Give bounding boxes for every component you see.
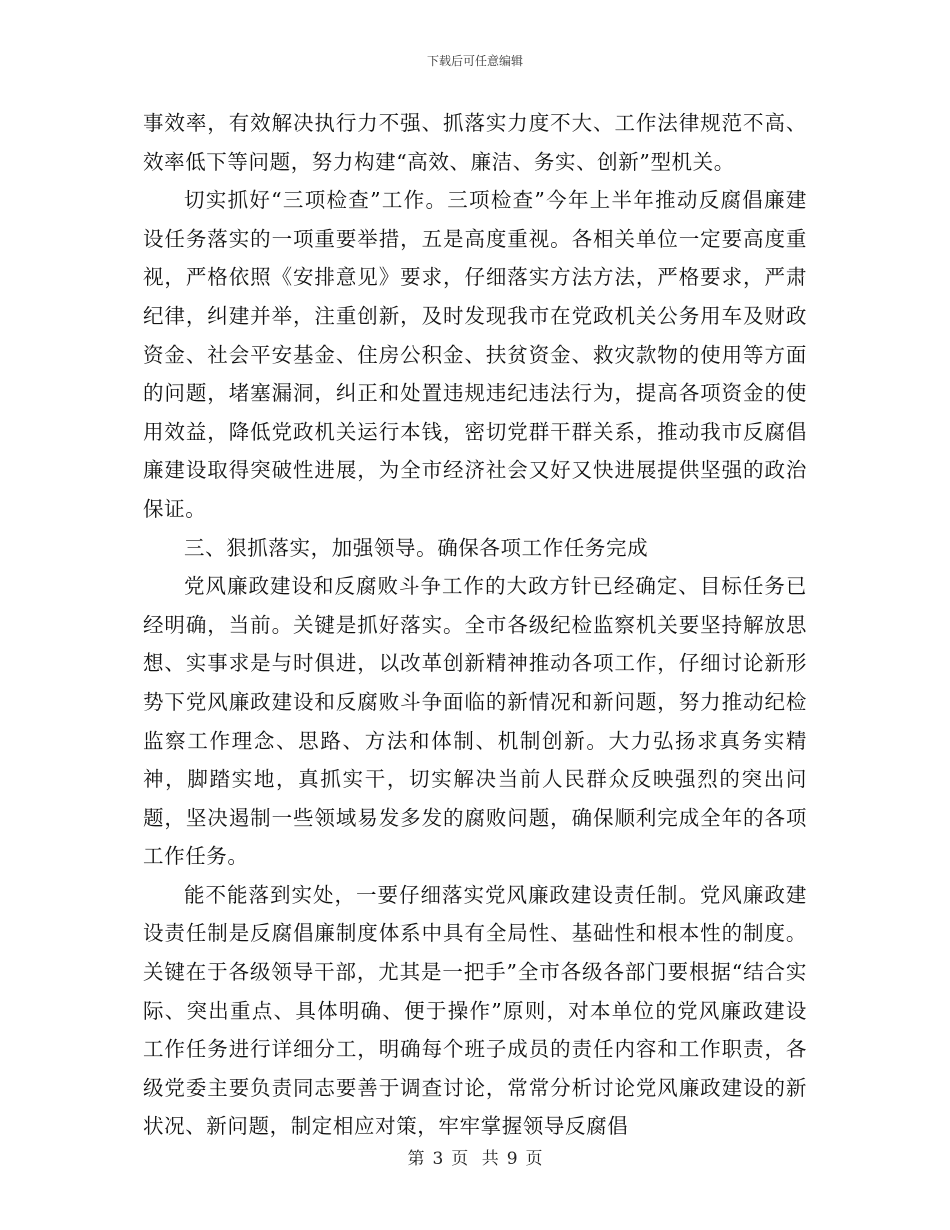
paragraph-5: 能不能落到实处，一要仔细落实党风廉政建设责任制。党风廉政建设责任制是反腐倡廉制度体系中具有全局性、基础性和根本性的制度。关键在于各级领导干部，尤其是一把手”全市各级各部门要根据“结合实际、突出重点、具体明确、便于操作”原则，对本单位的党风廉政建设工作任务进行详细分工，明确每个班子成员的责任内容和工作职责，各级党委主要负责同志要善于调查讨论，常常分析讨论党风廉政建设的新状况、新问题，制定相应对策，牢牢掌握领导反腐倡	[143, 882, 807, 1139]
paragraph-1: 事效率，有效解决执行力不强、抓落实力度不大、工作法律规范不高、效率低下等问题，努力构建“高效、廉洁、务实、创新”型机关。	[143, 111, 807, 174]
page-footer	[0, 1148, 950, 1170]
page-header: 下载后可任意编辑	[426, 54, 523, 68]
paragraph-4: 党风廉政建设和反腐败斗争工作的大政方针已经确定、目标任务已经明确，当前。关键是抓好落实。全市各级纪检监察机关要坚持解放思想、实事求是与时俱进，以改革创新精神推动各项工作，仔细讨论新形势下党风廉政建设和反腐败斗争面临的新情况和新问题，努力推动纪检监察工作理念、思路、方法和体制、机制创新。大力弘扬求真务实精神，脚踏实地，真抓实干，切实解决当前人民群众反映强烈的突出问题，坚决遏制一些领域易发多发的腐败问题，确保顺利完成全年的各项工作任务。	[143, 574, 807, 869]
total-pages-number: 9	[506, 1149, 518, 1169]
document-body	[143, 104, 807, 1146]
section-heading-3: 三、狠抓落实，加强领导。确保各项工作任务完成	[184, 535, 649, 560]
current-page-number: 3	[432, 1149, 444, 1169]
footer-prefix: 第	[407, 1149, 425, 1169]
footer-page-word: 页	[451, 1149, 469, 1169]
footer-suffix: 页	[525, 1149, 543, 1169]
footer-total-prefix: 共	[481, 1149, 499, 1169]
paragraph-2: 切实抓好“三项检查”工作。三项检查”今年上半年推动反腐倡廉建设任务落实的一项重要举措，五是高度重视。各相关单位一定要高度重视，严格依照《安排意见》要求，仔细落实方法方法，严格要求，严肃纪律，纠建并举，注重创新，及时发现我市在党政机关公务用车及财政资金、社会平安基金、住房公积金、扶贫资金、救灾款物的使用等方面的问题，堵塞漏洞，纠正和处置违规违纪违法行为，提高各项资金的使用效益，降低党政机关运行本钱，密切党群干群关系，推动我市反腐倡廉建设取得突破性进展，为全市经济社会又好又快进展提供坚强的政治保证。	[143, 188, 807, 521]
